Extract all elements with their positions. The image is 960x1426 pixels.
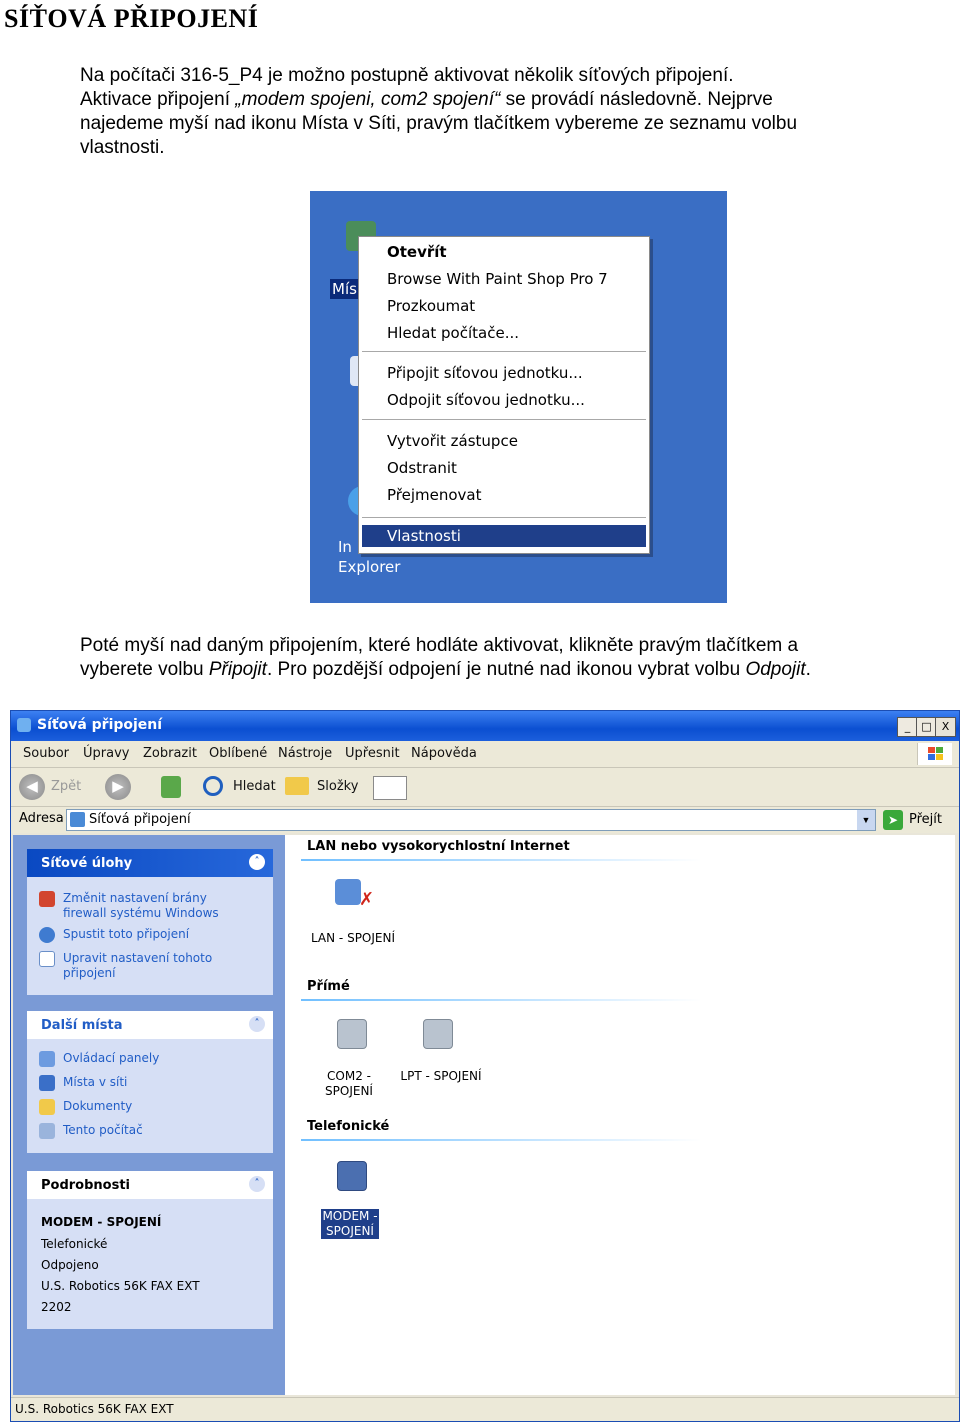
details-body xyxy=(27,1199,273,1329)
menu-bar xyxy=(11,741,959,768)
details-number: 2202 xyxy=(41,1300,72,1314)
context-menu xyxy=(358,236,650,554)
content-area xyxy=(13,835,955,1395)
middle-line-1: Poté myší nad daným připojením, které hodláte aktivovat, klikněte pravým tlačítkem a xyxy=(80,635,799,656)
desktop-label-ie-1: In xyxy=(338,538,352,556)
computer-icon xyxy=(39,1123,55,1139)
details-type: Telefonické xyxy=(41,1237,108,1251)
place-control-panel[interactable] xyxy=(39,1051,259,1067)
intro-line-1: Na počítači 316-5_P4 je možno postupně aktivovat několik síťových připojení. xyxy=(80,65,734,86)
menu-soubor[interactable]: Soubor xyxy=(23,746,69,761)
menu-upresnit[interactable]: Upřesnit xyxy=(345,746,400,761)
intro-line-2 xyxy=(80,88,940,112)
com2-connection-label[interactable]: COM2 - SPOJENÍ xyxy=(325,1069,373,1098)
place-network[interactable] xyxy=(39,1075,259,1091)
collapse-chevron-icon[interactable]: ˄ xyxy=(249,854,265,870)
menu-item-delete[interactable]: Odstranit xyxy=(387,459,457,477)
menu-upravy[interactable]: Úpravy xyxy=(83,746,130,761)
intro-line-3: najedeme myší nad ikonu Místa v Síti, pravým tlačítkem vybereme ze seznamu volbu xyxy=(80,113,798,134)
group-divider xyxy=(301,859,701,861)
menu-napoveda[interactable]: Nápověda xyxy=(411,746,477,761)
network-tasks-body xyxy=(27,877,273,995)
menu-oblibene[interactable]: Oblíbené xyxy=(209,746,268,761)
network-tasks-panel xyxy=(27,849,273,995)
details-status: Odpojeno xyxy=(41,1258,99,1272)
middle-line-2-b: . Pro pozdější odpojení je nutné nad ikonou vybrat volbu xyxy=(266,659,746,680)
modem-connection-label[interactable]: MODEM - SPOJENÍ xyxy=(322,1209,378,1238)
place-my-computer[interactable] xyxy=(39,1123,259,1139)
details-panel xyxy=(27,1171,273,1329)
back-button[interactable]: Zpět xyxy=(51,779,82,794)
lpt-connection-icon[interactable] xyxy=(419,1015,463,1055)
documents-icon xyxy=(39,1099,55,1115)
details-title: Podrobnosti xyxy=(41,1178,131,1193)
place-my-computer-label: Tento počítač xyxy=(63,1123,143,1137)
menu-item-search[interactable]: Hledat počítače... xyxy=(387,324,520,342)
network-connections-window xyxy=(10,710,960,1422)
window-title: Síťová připojení xyxy=(37,717,163,733)
settings-icon xyxy=(39,951,55,967)
task-firewall[interactable] xyxy=(39,891,259,921)
network-tasks-title: Síťové úlohy xyxy=(41,856,133,871)
search-icon[interactable] xyxy=(203,776,223,796)
group-lan-header: LAN nebo vysokorychlostní Internet xyxy=(307,839,570,854)
group-direct-header: Přímé xyxy=(307,979,350,994)
lan-connection-label[interactable]: LAN - SPOJENÍ xyxy=(310,931,396,945)
menu-item-map-drive[interactable]: Připojit síťovou jednotku... xyxy=(387,364,583,382)
place-network-label: Místa v síti xyxy=(63,1075,128,1089)
firewall-icon xyxy=(39,891,55,907)
lpt-connection-label[interactable]: LPT - SPOJENÍ xyxy=(400,1069,482,1083)
menu-item-properties[interactable]: Vlastnosti xyxy=(387,527,461,545)
intro-paragraph xyxy=(80,64,940,160)
address-value: Síťová připojení xyxy=(89,812,191,827)
menu-separator xyxy=(362,419,646,420)
task-pane xyxy=(13,835,285,1395)
modem-connection-icon[interactable] xyxy=(333,1157,377,1197)
chevron-down-icon[interactable]: ▼ xyxy=(857,810,875,830)
collapse-chevron-icon[interactable]: ˄ xyxy=(249,1016,265,1032)
address-label: Adresa xyxy=(19,811,64,826)
menu-item-open[interactable]: Otevřít xyxy=(387,243,447,261)
minimize-button[interactable]: _ xyxy=(897,717,918,737)
network-folder-icon xyxy=(70,812,85,827)
menu-zobrazit[interactable]: Zobrazit xyxy=(143,746,197,761)
details-name: MODEM - SPOJENÍ xyxy=(41,1215,162,1229)
intro-line-4: vlastnosti. xyxy=(80,137,165,158)
task-connect-label: Spustit toto připojení xyxy=(63,927,190,941)
place-documents[interactable] xyxy=(39,1099,259,1115)
other-places-panel xyxy=(27,1011,273,1153)
group-divider xyxy=(301,1139,701,1141)
other-places-header[interactable] xyxy=(27,1011,273,1039)
task-connect[interactable] xyxy=(39,927,259,943)
task-settings-label: Upravit nastavení tohoto připojení xyxy=(63,951,213,980)
middle-paragraph xyxy=(80,634,940,682)
lan-connection-icon[interactable]: ✗ xyxy=(331,875,375,915)
intro-line-2-b: se provádí následovně. Nejprve xyxy=(500,89,773,110)
context-menu-screenshot xyxy=(310,191,727,603)
address-bar xyxy=(11,807,959,833)
middle-line-2-c: . xyxy=(805,659,811,680)
menu-separator xyxy=(362,517,646,518)
intro-line-2-a: Aktivace připojení xyxy=(80,89,236,110)
place-control-panel-label: Ovládací panely xyxy=(63,1051,160,1065)
folders-button[interactable]: Složky xyxy=(317,779,359,794)
menu-nastroje[interactable]: Nástroje xyxy=(278,746,333,761)
task-settings[interactable] xyxy=(39,951,259,981)
other-places-title: Další místa xyxy=(41,1018,123,1033)
window-icon xyxy=(17,718,31,732)
group-divider xyxy=(301,999,701,1001)
go-button[interactable]: Přejít xyxy=(909,812,942,827)
windows-logo-icon xyxy=(917,743,952,765)
com2-connection-icon[interactable] xyxy=(333,1015,377,1055)
page-title: SÍŤOVÁ PŘIPOJENÍ xyxy=(4,4,259,33)
menu-item-create-shortcut[interactable]: Vytvořit zástupce xyxy=(387,432,518,450)
network-places-small-icon xyxy=(39,1075,55,1091)
address-input[interactable] xyxy=(66,809,876,831)
connect-icon xyxy=(39,927,55,943)
middle-line-2-disconnect: Odpojit xyxy=(745,659,806,680)
intro-line-2-italic: „modem spojeni, com2 spojení“ xyxy=(235,89,501,110)
toolbar xyxy=(11,768,959,807)
place-documents-label: Dokumenty xyxy=(63,1099,133,1113)
other-places-body xyxy=(27,1039,273,1153)
menu-item-explore[interactable]: Prozkoumat xyxy=(387,297,476,315)
go-arrow-icon[interactable]: ➤ xyxy=(883,810,903,830)
desktop-label-network: Mís xyxy=(332,280,357,298)
details-device: U.S. Robotics 56K FAX EXT xyxy=(41,1279,200,1293)
task-firewall-label: Změnit nastavení brány firewall systému Windows xyxy=(63,891,219,920)
menu-item-rename[interactable]: Přejmenovat xyxy=(387,486,482,504)
group-dialup-header: Telefonické xyxy=(307,1119,390,1134)
views-icon[interactable] xyxy=(373,776,407,800)
control-panel-icon xyxy=(39,1051,55,1067)
close-button[interactable]: X xyxy=(935,717,956,737)
middle-line-2-a: vyberete volbu xyxy=(80,659,209,680)
folders-icon[interactable] xyxy=(285,777,309,795)
collapse-chevron-icon[interactable]: ˄ xyxy=(249,1176,265,1192)
maximize-button[interactable]: □ xyxy=(916,717,937,737)
desktop-label-ie-2: Explorer xyxy=(338,558,401,576)
status-text: U.S. Robotics 56K FAX EXT xyxy=(15,1402,174,1416)
middle-line-2-connect: Připojit xyxy=(208,659,267,680)
up-folder-icon[interactable] xyxy=(161,776,181,798)
menu-item-disconnect-drive[interactable]: Odpojit síťovou jednotku... xyxy=(387,391,585,409)
title-bar[interactable] xyxy=(11,711,959,741)
status-bar xyxy=(11,1397,959,1422)
forward-arrow-icon[interactable]: ▶ xyxy=(105,774,131,800)
middle-line-2 xyxy=(80,658,940,682)
back-arrow-icon[interactable]: ◀ xyxy=(19,774,45,800)
menu-separator xyxy=(362,351,646,352)
network-tasks-header[interactable] xyxy=(27,849,273,877)
details-header[interactable] xyxy=(27,1171,273,1199)
menu-item-paint-shop[interactable]: Browse With Paint Shop Pro 7 xyxy=(387,270,608,288)
search-button[interactable]: Hledat xyxy=(233,779,276,794)
